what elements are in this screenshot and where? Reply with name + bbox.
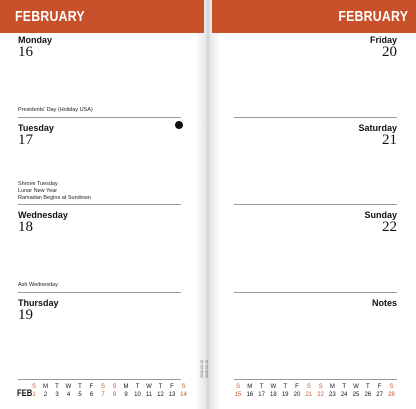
day-number: 20 xyxy=(382,44,397,60)
divider-rule xyxy=(18,117,181,118)
mini-calendar-date[interactable]: 8 xyxy=(112,392,117,398)
mini-calendar-date[interactable]: 22 xyxy=(317,392,324,398)
mini-calendar-weekday: S xyxy=(318,384,323,390)
mini-calendar-date[interactable]: 16 xyxy=(246,392,254,398)
month-title-right: FEBRUARY xyxy=(338,8,408,25)
day-name: Friday xyxy=(369,35,397,45)
mini-calendar-weekday: F xyxy=(170,384,174,390)
mini-calendar-date[interactable]: 19 xyxy=(281,392,289,398)
holiday-note: Presidents' Day (Holiday USA) xyxy=(18,107,93,113)
holiday-note: Ash Wednesday xyxy=(18,282,58,288)
mini-calendar-weekday: F xyxy=(89,384,94,390)
divider-rule xyxy=(234,379,397,380)
mini-calendar-date[interactable]: 28 xyxy=(388,392,395,398)
mini-calendar-weekday: S xyxy=(389,384,394,390)
mini-calendar-weekday: S xyxy=(181,384,186,390)
mini-calendar-weekday: S xyxy=(306,384,311,390)
holiday-note: Ramadan Begins at Sundown xyxy=(18,195,91,201)
mini-calendar-date[interactable]: 13 xyxy=(168,392,176,398)
notes-label: Notes xyxy=(371,298,397,308)
holiday-note: Shrove Tuesday xyxy=(18,181,58,187)
mini-calendar-date[interactable]: 7 xyxy=(101,392,105,398)
mini-calendar-date[interactable]: 1 xyxy=(32,392,36,398)
day-monday[interactable] xyxy=(18,35,181,59)
day-thursday[interactable] xyxy=(18,298,181,322)
mini-calendar-weekday: T xyxy=(259,384,264,390)
mini-calendar-date[interactable]: 10 xyxy=(134,392,141,398)
day-number: 21 xyxy=(382,132,397,148)
mini-calendar-weekday: T xyxy=(342,384,347,390)
mini-calendar-weekday: T xyxy=(78,384,82,390)
mini-calendar-date[interactable]: 6 xyxy=(89,392,94,398)
mini-calendar-month: FEB xyxy=(17,388,33,398)
mini-calendar-date[interactable]: 14 xyxy=(180,392,187,398)
mini-calendar-date[interactable]: 23 xyxy=(329,392,336,398)
mini-calendar-weekday: F xyxy=(377,384,382,390)
divider-rule xyxy=(234,117,397,118)
day-number: 17 xyxy=(18,132,33,148)
mini-calendar-left xyxy=(30,384,190,400)
mini-calendar-weekday: T xyxy=(135,384,140,390)
mini-calendar-right xyxy=(234,384,404,400)
mini-calendar-weekday: W xyxy=(270,384,277,390)
month-title-left: FEBRUARY xyxy=(15,8,85,25)
mini-calendar-weekday: W xyxy=(353,384,359,390)
divider-rule xyxy=(18,379,181,380)
divider-rule xyxy=(234,204,397,205)
divider-rule xyxy=(18,204,181,205)
mini-calendar-weekday: T xyxy=(55,384,59,390)
mini-calendar-date[interactable]: 24 xyxy=(340,392,348,398)
day-name: Sunday xyxy=(364,210,397,220)
mini-calendar-date[interactable]: 3 xyxy=(55,392,59,398)
mini-calendar-date[interactable]: 2 xyxy=(43,392,48,398)
mini-calendar-date[interactable]: 9 xyxy=(124,392,128,398)
mini-calendar-weekday: M xyxy=(123,384,129,390)
day-number: 19 xyxy=(18,307,33,323)
mini-calendar-date[interactable]: 26 xyxy=(364,392,372,398)
spine-date: 2026-02-16 xyxy=(205,360,209,378)
notes-section[interactable] xyxy=(234,298,397,308)
mini-calendar-weekday: T xyxy=(365,384,370,390)
day-wednesday[interactable] xyxy=(18,210,181,234)
mini-calendar-date[interactable]: 18 xyxy=(270,392,277,398)
day-saturday[interactable] xyxy=(234,123,397,147)
mini-calendar-date[interactable]: 5 xyxy=(78,392,82,398)
day-number: 22 xyxy=(382,219,397,235)
divider-rule xyxy=(18,292,181,293)
holiday-note: Lunar New Year xyxy=(18,188,58,194)
day-name: Monday xyxy=(18,35,53,45)
mini-calendar-weekday: W xyxy=(65,384,72,390)
mini-calendar-weekday: S xyxy=(100,384,105,390)
day-number: 16 xyxy=(18,44,33,60)
mini-calendar-date[interactable]: 4 xyxy=(66,392,71,398)
left-page xyxy=(0,0,204,409)
day-name: Tuesday xyxy=(18,123,54,133)
mini-calendar-date[interactable]: 20 xyxy=(293,392,301,398)
mini-calendar-weekday: M xyxy=(329,384,335,390)
mini-calendar-date[interactable]: 25 xyxy=(352,392,360,398)
mini-calendar-weekday: S xyxy=(112,384,117,390)
month-header-left xyxy=(0,0,204,33)
mini-calendar-date[interactable]: 12 xyxy=(157,392,164,398)
mini-calendar-weekday: F xyxy=(295,384,299,390)
mini-calendar-date[interactable]: 21 xyxy=(305,392,313,398)
mini-calendar-date[interactable]: 15 xyxy=(234,392,242,398)
day-name: Wednesday xyxy=(18,210,68,220)
spine-date: 2026-02-16 xyxy=(200,360,204,378)
mini-calendar-date[interactable]: 11 xyxy=(145,392,153,398)
mini-calendar-date[interactable]: 17 xyxy=(258,392,265,398)
mini-calendar-weekday: S xyxy=(235,384,240,390)
mini-calendar-weekday: M xyxy=(247,384,253,390)
day-tuesday[interactable] xyxy=(18,123,181,147)
day-friday[interactable] xyxy=(234,35,397,59)
mini-calendar-weekday: S xyxy=(31,384,36,390)
day-number: 18 xyxy=(18,219,33,235)
bullet-dot xyxy=(175,121,183,129)
mini-calendar-date[interactable]: 27 xyxy=(376,392,383,398)
mini-calendar-weekday: M xyxy=(43,384,48,390)
day-name: Saturday xyxy=(358,123,397,133)
day-name: Thursday xyxy=(18,298,59,308)
month-header-right xyxy=(212,0,416,33)
right-page xyxy=(205,0,416,409)
day-sunday[interactable] xyxy=(234,210,397,234)
mini-calendar-weekday: W xyxy=(146,384,152,390)
mini-calendar-weekday: T xyxy=(158,384,163,390)
mini-calendar-weekday: T xyxy=(283,384,288,390)
divider-rule xyxy=(234,292,397,293)
